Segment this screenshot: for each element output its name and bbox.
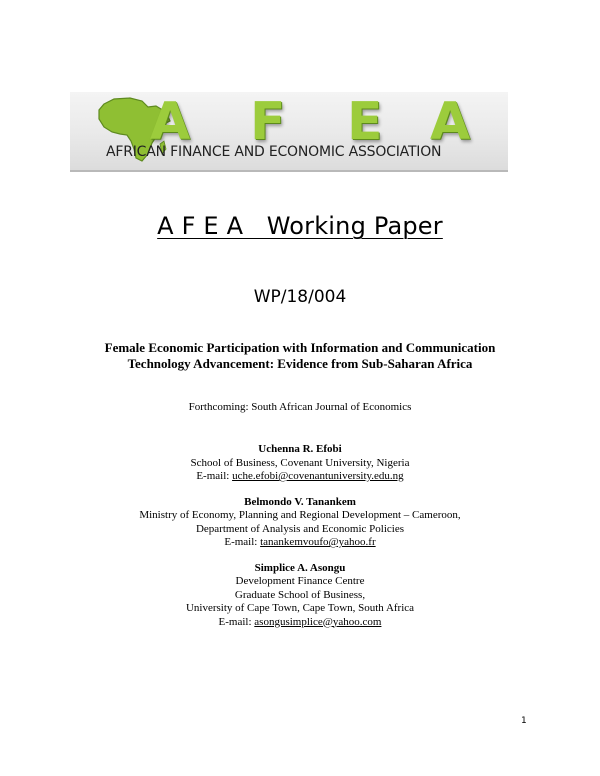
logo-divider [70, 170, 508, 172]
author-affiliation: Graduate School of Business, [234, 588, 366, 601]
series-title-text: A F E A Working Paper [157, 212, 443, 240]
working-paper-number: WP/18/004 [253, 287, 347, 307]
author-block [0, 562, 600, 630]
author-email-link[interactable]: uche.efobi@covenantuniversity.edu.ng [232, 470, 404, 482]
author-email-line [0, 616, 600, 630]
author-affiliation: Ministry of Economy, Planning and Regional Development – Cameroon, [139, 509, 461, 521]
afea-logo [70, 92, 508, 170]
author-name: Belmondo V. Tanankem [244, 495, 356, 508]
page-number: 1 [521, 716, 527, 726]
series-title [0, 210, 600, 242]
author-affiliation: Development Finance Centre [235, 575, 365, 587]
logo-letter-f: F [250, 92, 286, 152]
author-email-line [0, 470, 600, 484]
logo-letter-a: A [150, 92, 191, 152]
author-list [0, 443, 600, 641]
author-email-line [0, 536, 600, 550]
forthcoming-note: Forthcoming: South African Journal of Economics [188, 401, 412, 413]
author-block [0, 496, 600, 550]
email-label: E-mail: [196, 470, 230, 482]
author-email-link[interactable]: asongusimplice@yahoo.com [254, 615, 382, 628]
logo-tagline: AFRICAN FINANCE AND ECONOMIC ASSOCIATION [106, 144, 442, 160]
logo-letter-a-second: A [430, 92, 471, 152]
author-name: Uchenna R. Efobi [258, 443, 342, 455]
author-name: Simplice A. Asongu [254, 561, 346, 574]
paper-title [60, 340, 540, 372]
email-label: E-mail: [224, 536, 258, 548]
author-affiliation: School of Business, Covenant University, Nigeria [190, 456, 410, 469]
logo-letter-e: E [347, 92, 383, 152]
paper-title-line: Technology Advancement: Evidence from Sub-Saharan Africa [127, 356, 473, 371]
author-affiliation: University of Cape Town, Cape Town, South Africa [185, 602, 415, 614]
author-block [0, 443, 600, 484]
author-email-link[interactable]: tanankemvoufo@yahoo.fr [260, 536, 376, 548]
author-affiliation: Department of Analysis and Economic Policies [195, 522, 405, 535]
email-label: E-mail: [218, 615, 252, 628]
paper-title-line: Female Economic Participation with Information and Communication [104, 340, 496, 355]
